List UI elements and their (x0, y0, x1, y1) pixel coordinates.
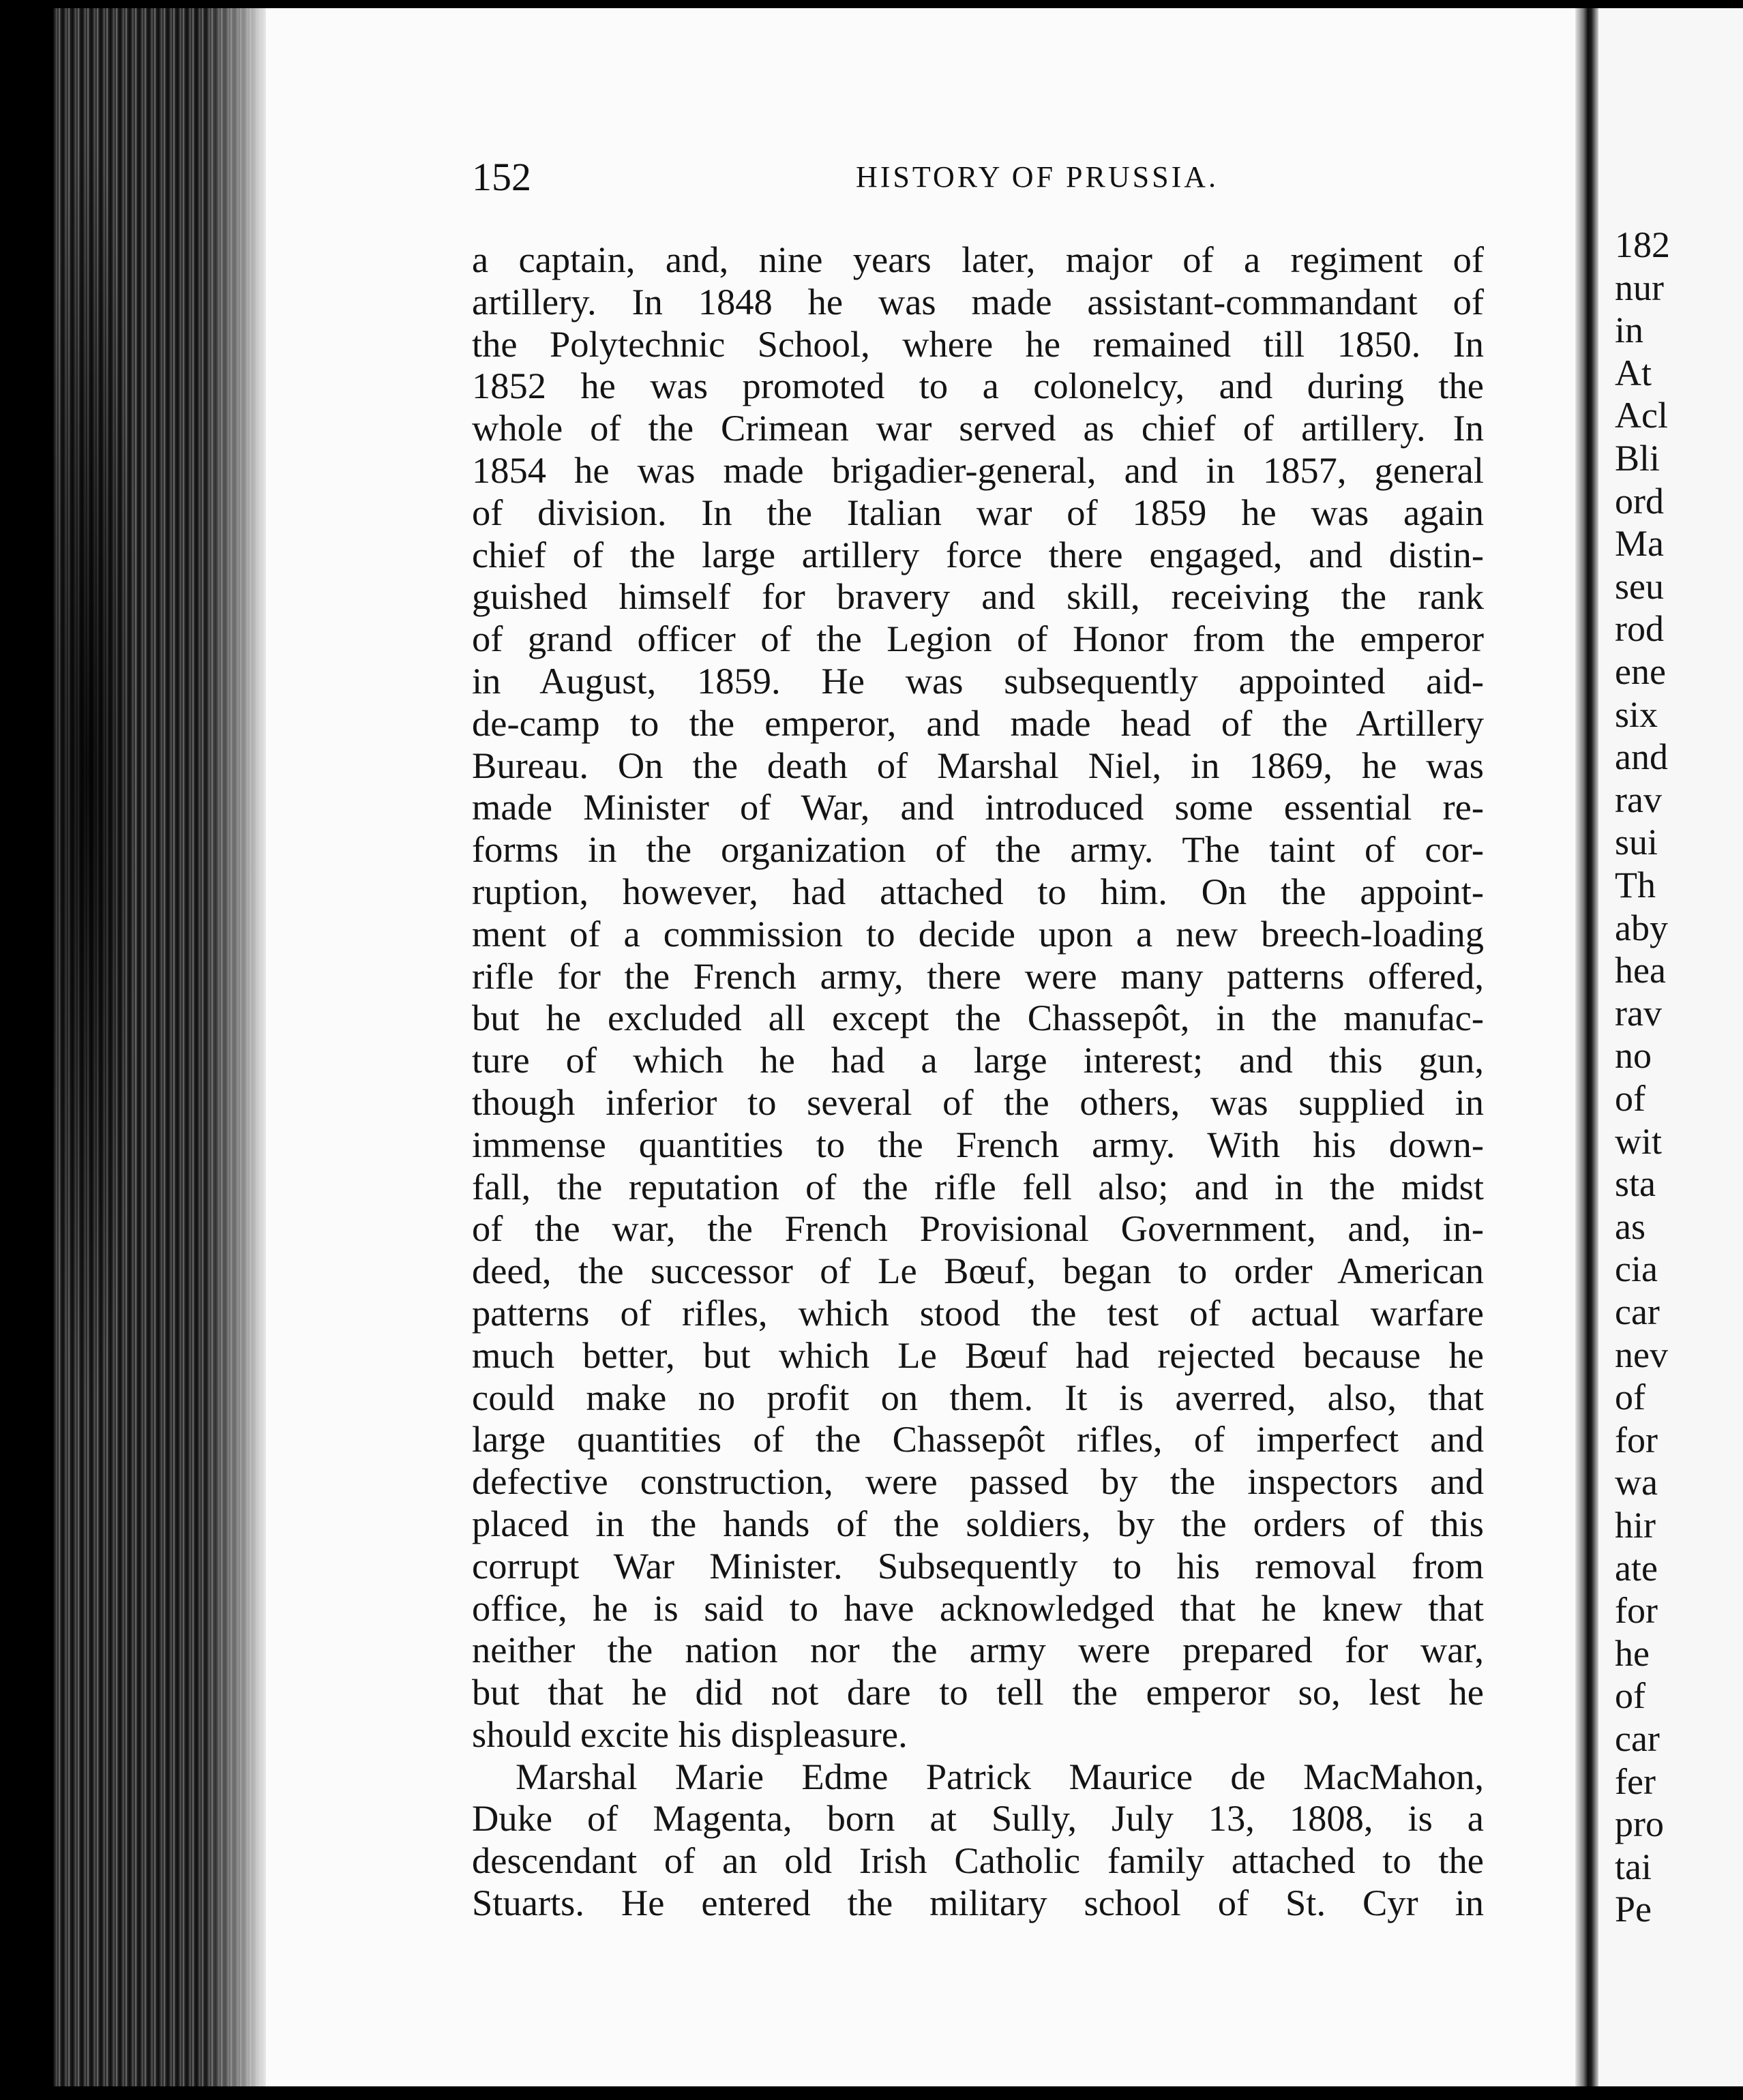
facing-page-line-fragment: Acl (1615, 395, 1668, 436)
text-line: in August, 1859. He was subsequently appointed aid- (472, 659, 1484, 702)
facing-page-line-fragment: tai (1615, 1846, 1652, 1887)
text-line: could make no profit on them. It is averred, also, that (472, 1376, 1484, 1418)
running-head (472, 154, 1466, 202)
text-line: a captain, and, nine years later, major of a regiment of (472, 239, 1484, 280)
facing-page-line-fragment: wa (1615, 1462, 1658, 1503)
facing-page-line-fragment: six (1615, 693, 1658, 735)
facing-page-line-fragment: sta (1615, 1163, 1656, 1205)
facing-page-line-fragment: in (1615, 310, 1644, 351)
facing-page-line-fragment: seu (1615, 565, 1664, 607)
text-line: should excite his displeasure. (472, 1713, 908, 1755)
text-line: Stuarts. He entered the military school of St. Cyr in (472, 1882, 1484, 1924)
text-line: Duke of Magenta, born at Sully, July 13, 1808, is a (472, 1797, 1484, 1840)
text-line: Marshal Marie Edme Patrick Maurice de MacMahon, (516, 1755, 1484, 1797)
facing-page-line-fragment: of (1615, 1377, 1645, 1418)
page-edge-shadow (41, 123, 136, 1418)
text-line: patterns of rifles, which stood the test of actual warfare (472, 1291, 1484, 1334)
facing-page-line-fragment: 182 (1615, 224, 1670, 265)
facing-page-line-fragment: Ma (1615, 523, 1664, 565)
facing-page-line-fragment: nev (1615, 1334, 1668, 1375)
text-line: Bureau. On the death of Marshal Niel, in 1869, he was (472, 744, 1484, 786)
facing-page-line-fragment: rod (1615, 608, 1664, 650)
facing-page-line-fragment: as (1615, 1205, 1645, 1247)
text-line: made Minister of War, and introduced some essential re- (472, 786, 1484, 828)
text-line: fall, the reputation of the rifle fell also; and in the midst (472, 1165, 1484, 1208)
facing-page-line-fragment: rav (1615, 779, 1662, 820)
facing-page-line-fragment: At (1615, 352, 1652, 393)
facing-page-line-fragment: Pe (1615, 1889, 1652, 1930)
text-line: corrupt War Minister. Subsequently to his removal from (472, 1544, 1484, 1587)
text-line: though inferior to several of the others, was supplied in (472, 1081, 1484, 1123)
text-line: of the war, the French Provisional Government, and, in- (472, 1208, 1484, 1250)
text-line: defective construction, were passed by the inspectors and (472, 1460, 1484, 1503)
text-line: but that he did not dare to tell the emperor so, lest he (472, 1671, 1484, 1713)
book-page (266, 8, 1575, 2086)
text-line: artillery. In 1848 he was made assistant-commandant of (472, 280, 1484, 322)
facing-page-line-fragment: wit (1615, 1120, 1663, 1162)
body-text (472, 239, 1484, 1924)
text-line: large quantities of the Chassepôt rifles, of imperfect and (472, 1418, 1484, 1460)
facing-page-line-fragment: cia (1615, 1248, 1658, 1290)
text-line: chief of the large artillery force there engaged, and distin- (472, 533, 1484, 575)
text-line: placed in the hands of the soldiers, by the orders of this (472, 1502, 1484, 1544)
scan-bottom-margin (0, 2086, 1743, 2100)
facing-page-line-fragment: hea (1615, 950, 1666, 991)
text-line: de-camp to the emperor, and made head of the Artillery (472, 702, 1484, 744)
scan-top-margin (0, 0, 1743, 8)
facing-page-line-fragment: car (1615, 1718, 1660, 1759)
facing-page-line-fragment: Th (1615, 865, 1656, 905)
facing-page-line-fragment: fer (1615, 1760, 1656, 1802)
page-number: 152 (472, 155, 531, 199)
facing-page-line-fragment: ord (1615, 480, 1664, 522)
facing-page-line-fragment: no (1615, 1035, 1652, 1077)
facing-page-line-fragment: pro (1615, 1803, 1664, 1845)
text-line: but he excluded all except the Chassepôt, in the manufac- (472, 997, 1484, 1039)
text-line: forms in the organization of the army. The taint of cor- (472, 828, 1484, 871)
facing-page-line-fragment: aby (1615, 907, 1668, 948)
facing-page-line-fragment: and (1615, 736, 1668, 778)
text-line: descendant of an old Irish Catholic family attached to the (472, 1840, 1484, 1882)
text-line: the Polytechnic School, where he remained till 1850. In (472, 322, 1484, 365)
text-line: of grand officer of the Legion of Honor from the emperor (472, 618, 1484, 660)
text-line: 1854 he was made brigadier-general, and in 1857, general (472, 449, 1484, 491)
text-line: immense quantities to the French army. With his down- (472, 1123, 1484, 1165)
text-line: deed, the successor of Le Bœuf, began to order American (472, 1250, 1484, 1292)
facing-page-line-fragment: sui (1615, 822, 1658, 863)
text-line: whole of the Crimean war served as chief of artillery. In (472, 407, 1484, 449)
text-line: rifle for the French army, there were many patterns offered, (472, 955, 1484, 997)
facing-page-line-fragment: Bli (1615, 438, 1660, 479)
facing-page-line-fragment: ene (1615, 651, 1666, 692)
text-line: ment of a commission to decide upon a new breech-loading (472, 912, 1484, 955)
facing-page-line-fragment: of (1615, 1675, 1645, 1717)
text-line: guished himself for bravery and skill, receiving the rank (472, 575, 1484, 618)
facing-page-line-fragment: for (1615, 1590, 1658, 1632)
book-gutter (1575, 8, 1598, 2086)
facing-page-line-fragment: of (1615, 1078, 1645, 1119)
text-line: office, he is said to have acknowledged that he knew that (472, 1587, 1484, 1629)
text-line: much better, but which Le Bœuf had rejected because he (472, 1334, 1484, 1376)
facing-page-line-fragment: nur (1615, 267, 1664, 308)
text-line: of division. In the Italian war of 1859 he was again (472, 491, 1484, 533)
facing-page-line-fragment: hir (1615, 1505, 1656, 1546)
text-line: 1852 he was promoted to a colonelcy, and during the (472, 365, 1484, 407)
text-line: ruption, however, had attached to him. On the appoint- (472, 870, 1484, 912)
facing-page-line-fragment: he (1615, 1632, 1650, 1674)
facing-page-fragment (1598, 8, 1743, 2086)
text-line: neither the nation nor the army were prepared for war, (472, 1629, 1484, 1671)
facing-page-line-fragment: rav (1615, 992, 1662, 1034)
text-line: ture of which he had a large interest; and this gun, (472, 1039, 1484, 1081)
facing-page-line-fragment: car (1615, 1291, 1660, 1332)
facing-page-line-fragment: for (1615, 1419, 1658, 1460)
facing-page-line-fragment: ate (1615, 1547, 1658, 1589)
running-head-title: HISTORY OF PRUSSIA. (855, 160, 1219, 194)
